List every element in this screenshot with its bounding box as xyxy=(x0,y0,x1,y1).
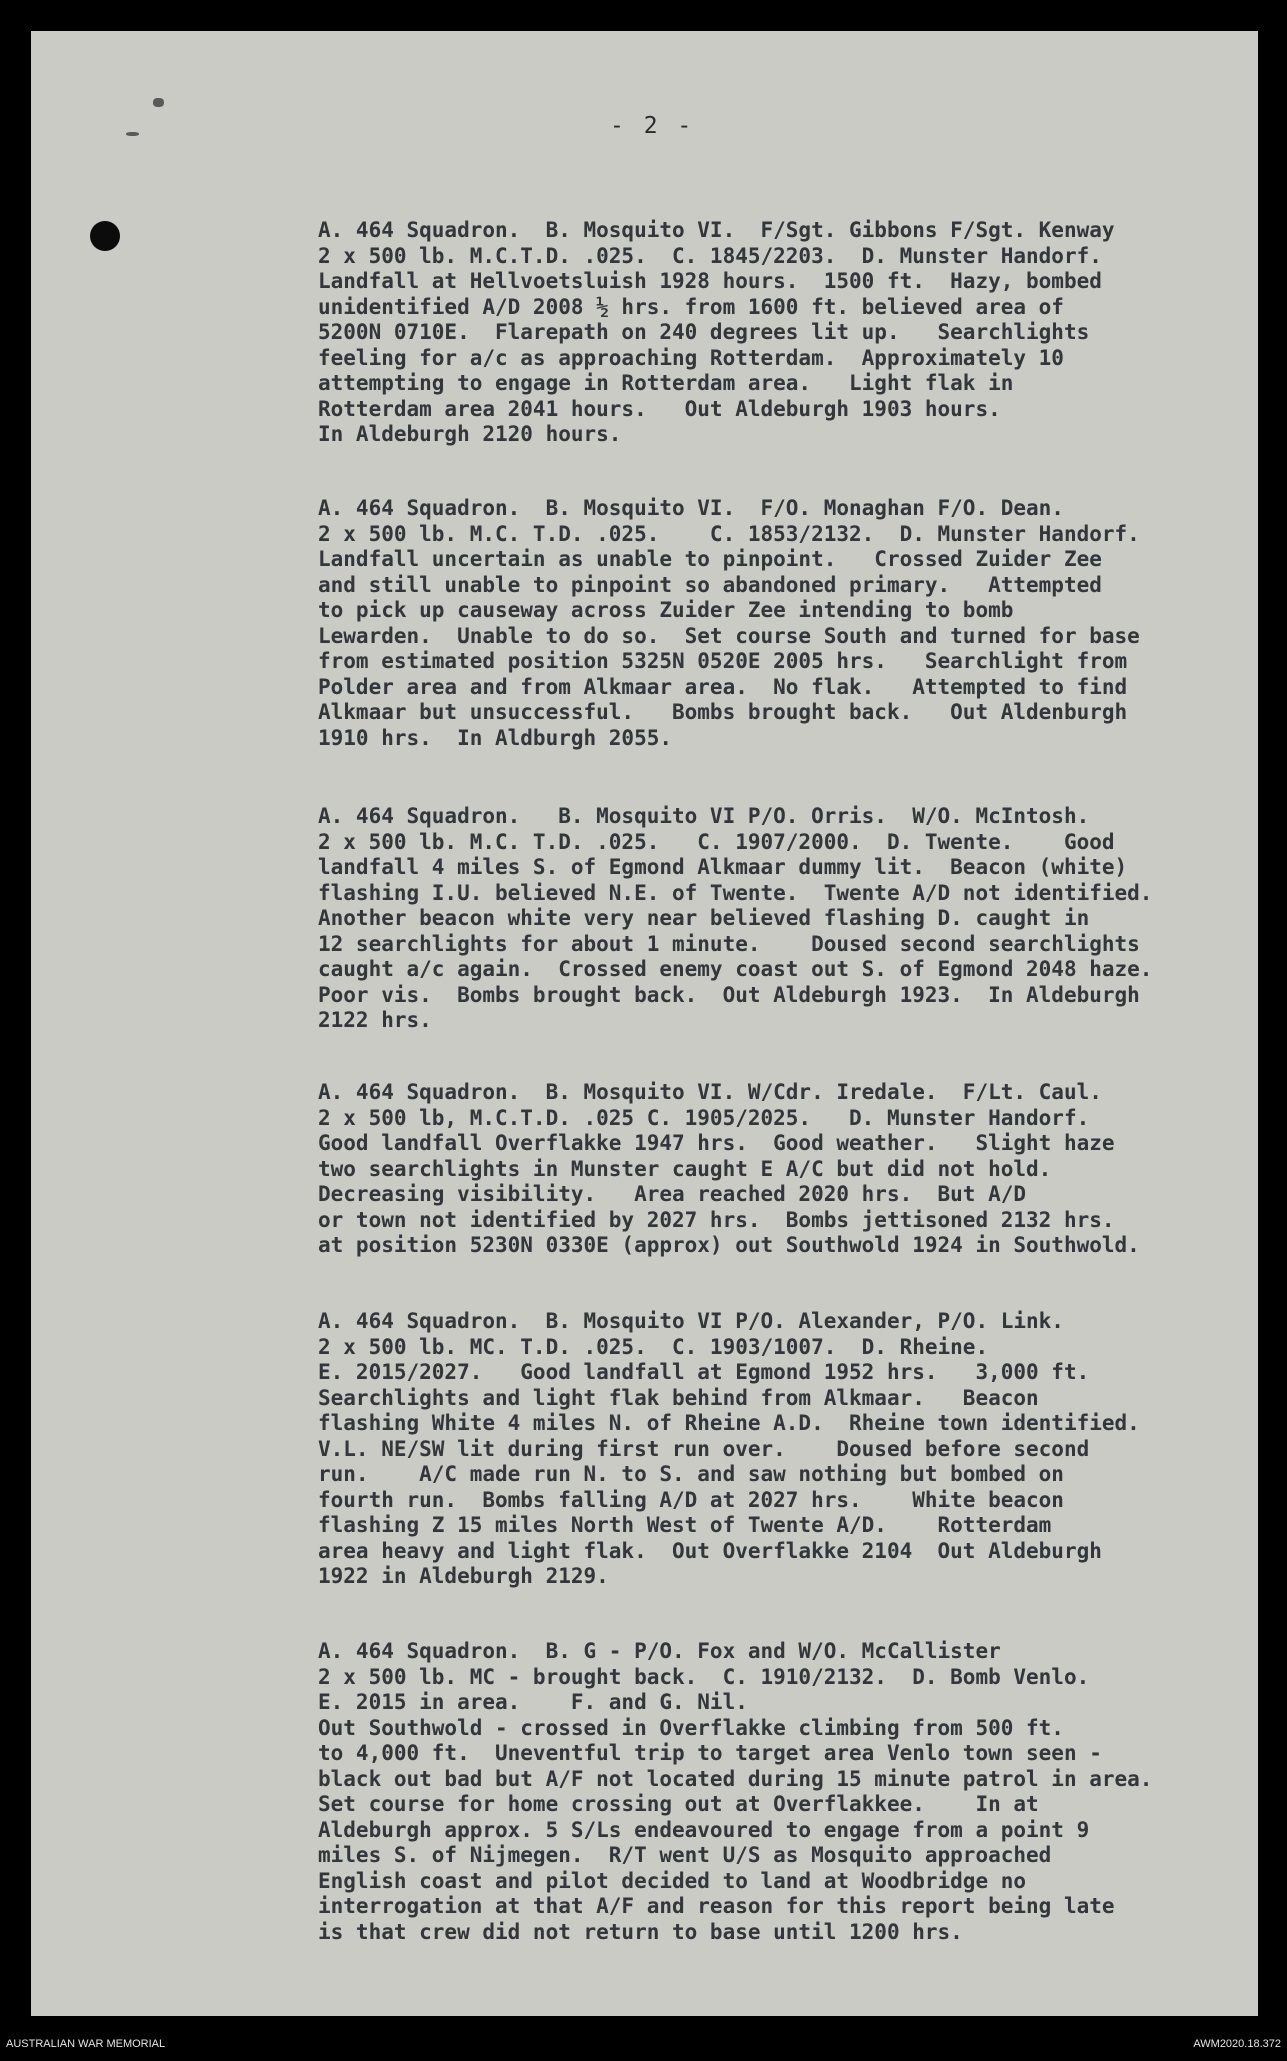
text-line: Rotterdam area 2041 hours. Out Aldeburgh 1903 hours. xyxy=(318,396,1001,421)
text-line: Alkmaar but unsuccessful. Bombs brought back. Out Aldenburgh xyxy=(318,700,1128,724)
text-line: is that crew did not return to base until 1200 hrs. xyxy=(318,1919,963,1944)
text-line: run. A/C made run N. to S. and saw nothing but bombed on xyxy=(318,1462,1064,1486)
text-line: two searchlights in Munster caught E A/C but did not hold. xyxy=(318,1156,1052,1181)
text-line: Landfall uncertain as unable to pinpoint. Crossed Zuider Zee xyxy=(318,547,1102,571)
text-line: or town not identified by 2027 hrs. Bombs jettisoned 2132 hrs. xyxy=(318,1207,1115,1232)
text-line: 12 searchlights for about 1 minute. Doused second searchlights xyxy=(318,931,1140,956)
text-line: miles S. of Nijmegen. R/T went U/S as Mosquito approached xyxy=(318,1843,1052,1867)
text-line: Set course for home crossing out at Overflakkee. In at xyxy=(318,1792,1039,1816)
text-line: Polder area and from Alkmaar area. No flak. Attempted to find xyxy=(318,674,1128,699)
archive-reference: AWM2020.18.372 xyxy=(1193,2038,1281,2050)
text-line: flashing I.U. believed N.E. of Twente. Twente A/D not identified. xyxy=(318,880,1153,905)
paper-mark xyxy=(153,98,164,107)
text-line: 2 x 500 lb. MC - brought back. C. 1910/2132. D. Bomb Venlo. xyxy=(318,1664,1090,1689)
text-line: 1922 in Aldeburgh 2129. xyxy=(318,1564,609,1588)
text-line: A. 464 Squadron. B. Mosquito VI. F/Sgt. Gibbons F/Sgt. Kenway xyxy=(318,218,1115,242)
text-line: at position 5230N 0330E (approx) out Southwold 1924 in Southwold. xyxy=(318,1233,1140,1257)
text-line: Searchlights and light flak behind from Alkmaar. Beacon xyxy=(318,1385,1039,1410)
text-line: to pick up causeway across Zuider Zee intending to bomb xyxy=(318,598,1014,622)
text-line: from estimated position 5325N 0520E 2005 hrs. Searchlight from xyxy=(318,649,1128,673)
text-line: Poor vis. Bombs brought back. Out Aldeburgh 1923. In Aldeburgh xyxy=(318,982,1140,1007)
text-line: Good landfall Overflakke 1947 hrs. Good weather. Slight haze xyxy=(318,1131,1115,1155)
page-number: - 2 - xyxy=(610,113,695,139)
text-line: V.L. NE/SW lit during first run over. Doused before second xyxy=(318,1436,1090,1461)
text-line: 2 x 500 lb. M.C. T.D. .025. C. 1853/2132. D. Munster Handorf. xyxy=(318,521,1140,546)
text-line: landfall 4 miles S. of Egmond Alkmaar dummy lit. Beacon (white) xyxy=(318,855,1128,879)
punch-hole xyxy=(90,221,120,251)
text-line: 5200N 0710E. Flarepath on 240 degrees lit up. Searchlights xyxy=(318,320,1090,344)
text-line: Another beacon white very near believed flashing D. caught in xyxy=(318,906,1090,930)
text-line: flashing White 4 miles N. of Rheine A.D. Rheine town identified. xyxy=(318,1411,1140,1435)
report-entry xyxy=(318,1309,1140,1590)
text-line: and still unable to pinpoint so abandoned primary. Attempted xyxy=(318,572,1102,597)
text-line: black out bad but A/F not located during 15 minute patrol in area. xyxy=(318,1766,1153,1791)
text-line: English coast and pilot decided to land at Woodbridge no xyxy=(318,1868,1027,1893)
text-line: Lewarden. Unable to do so. Set course South and turned for base xyxy=(318,623,1140,648)
text-line: Out Southwold - crossed in Overflakke climbing from 500 ft. xyxy=(318,1715,1064,1740)
text-line: In Aldeburgh 2120 hours. xyxy=(318,422,622,446)
text-line: unidentified A/D 2008 ½ hrs. from 1600 ft. believed area of xyxy=(318,294,1064,319)
text-line: 2 x 500 lb. M.C.T.D. .025. C. 1845/2203. D. Munster Handorf. xyxy=(318,243,1102,268)
text-line: A. 464 Squadron. B. G - P/O. Fox and W/O. McCallister xyxy=(318,1639,1001,1663)
text-line: 2 x 500 lb. MC. T.D. .025. C. 1903/1007. D. Rheine. xyxy=(318,1334,989,1359)
text-line: A. 464 Squadron. B. Mosquito VI. W/Cdr. Iredale. F/Lt. Caul. xyxy=(318,1080,1102,1104)
text-line: attempting to engage in Rotterdam area. Light flak in xyxy=(318,371,1014,395)
text-line: 1910 hrs. In Aldburgh 2055. xyxy=(318,725,673,750)
text-line: A. 464 Squadron. B. Mosquito VI P/O. Alexander, P/O. Link. xyxy=(318,1309,1064,1333)
text-line: feeling for a/c as approaching Rotterdam. Approximately 10 xyxy=(318,345,1064,370)
text-line: E. 2015 in area. F. and G. Nil. xyxy=(318,1690,748,1714)
text-line: area heavy and light flak. Out Overflakke 2104 Out Aldeburgh xyxy=(318,1538,1102,1563)
text-line: Landfall at Hellvoetsluish 1928 hours. 1500 ft. Hazy, bombed xyxy=(318,269,1102,293)
text-line: caught a/c again. Crossed enemy coast out S. of Egmond 2048 haze. xyxy=(318,957,1153,981)
text-line: to 4,000 ft. Uneventful trip to target area Venlo town seen - xyxy=(318,1741,1102,1765)
report-entry xyxy=(318,1080,1140,1259)
text-line: interrogation at that A/F and reason for this report being late xyxy=(318,1894,1115,1918)
text-line: flashing Z 15 miles North West of Twente A/D. Rotterdam xyxy=(318,1513,1052,1537)
report-entry xyxy=(318,496,1140,751)
text-line: A. 464 Squadron. B. Mosquito VI. F/O. Monaghan F/O. Dean. xyxy=(318,496,1064,520)
report-entry xyxy=(318,1639,1152,1945)
text-line: 2122 hrs. xyxy=(318,1008,432,1032)
text-line: Aldeburgh approx. 5 S/Ls endeavoured to engage from a point 9 xyxy=(318,1817,1090,1842)
text-line: fourth run. Bombs falling A/D at 2027 hrs. White beacon xyxy=(318,1487,1064,1512)
text-line: 2 x 500 lb. M.C. T.D. .025. C. 1907/2000. D. Twente. Good xyxy=(318,829,1115,854)
text-line: A. 464 Squadron. B. Mosquito VI P/O. Orris. W/O. McIntosh. xyxy=(318,804,1090,828)
archive-credit: AUSTRALIAN WAR MEMORIAL xyxy=(6,2038,166,2050)
report-entry xyxy=(318,804,1152,1034)
text-line: 2 x 500 lb, M.C.T.D. .025 C. 1905/2025. D. Munster Handorf. xyxy=(318,1105,1090,1130)
paper-mark xyxy=(126,132,139,136)
text-line: Decreasing visibility. Area reached 2020 hrs. But A/D xyxy=(318,1182,1027,1206)
text-line: E. 2015/2027. Good landfall at Egmond 1952 hrs. 3,000 ft. xyxy=(318,1360,1090,1384)
report-entry xyxy=(318,218,1115,448)
